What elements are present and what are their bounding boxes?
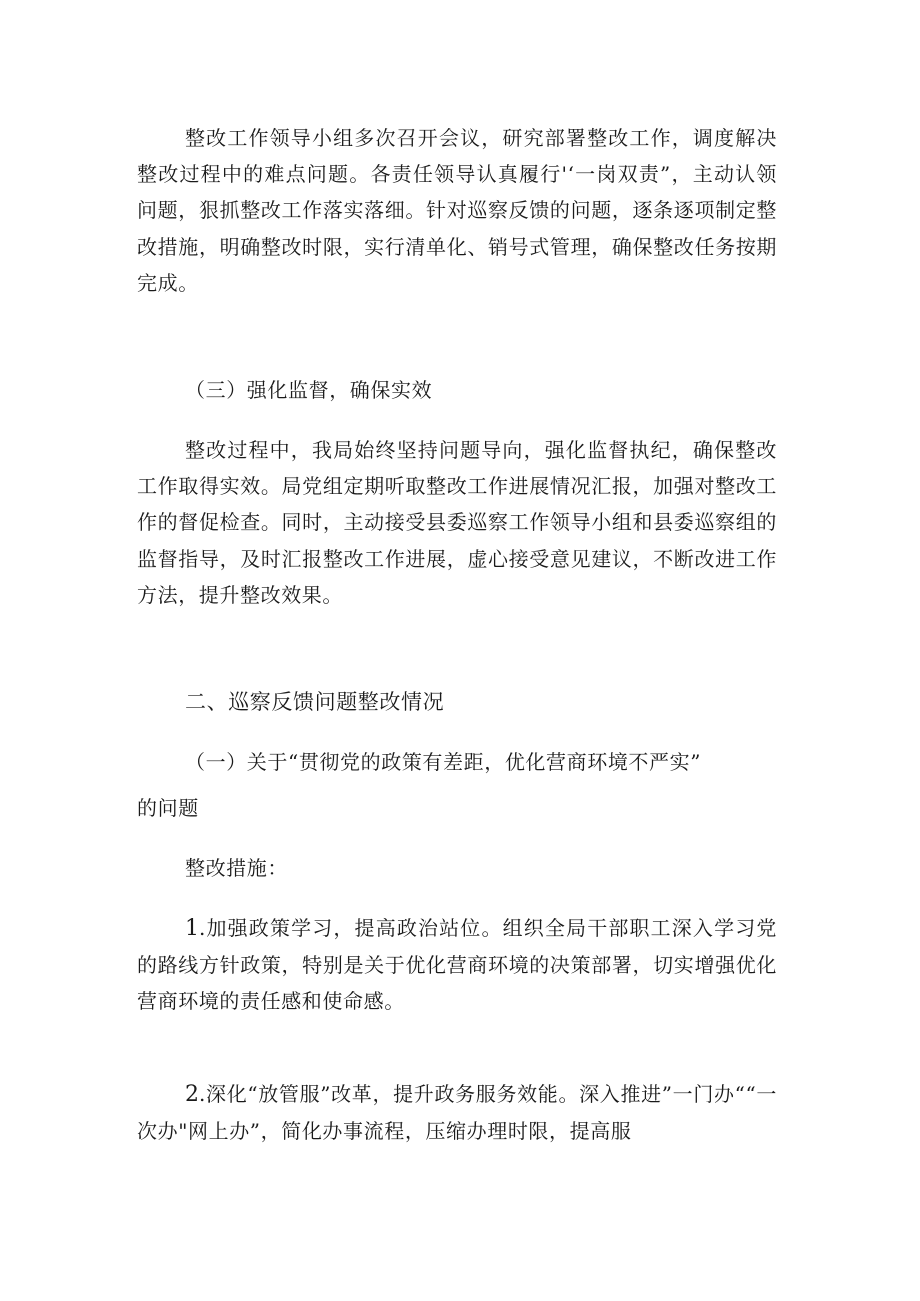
subheading-strengthen-supervision: （三）强化监督，确保实效 (185, 378, 433, 402)
subheading-policy-issue-line1: （一）关于“贯彻党的政策有差距，优化营商环境不严实” (185, 750, 702, 774)
list-item-1 (137, 910, 777, 1020)
measures-label: 整改措施： (185, 856, 288, 880)
list-item-1-text: .加强政策学习，提高政治站位。组织全局干部职工深入学习党的路线方针政策，特别是关于优化营商环境的决策部署，切实增强优化营商环境的责任感和使命感。 (137, 916, 777, 1014)
section-heading-feedback-rectification: 二、巡察反馈问题整改情况 (185, 690, 445, 714)
list-item-2 (137, 1076, 777, 1149)
list-item-1-number: 1 (185, 916, 199, 941)
paragraph-supervision-details: 整改过程中，我局始终坚持问题导向，强化监督执纪，确保整改工作取得实效。局党组定期听取整改工作进展情况汇报，加强对整改工作的督促检查。同时，主动接受县委巡察工作领导小组和县委巡察组的监督指导，及时汇报整改工作进展，虚心接受意见建议，不断改进工作方法，提升整改效果。 (137, 438, 777, 607)
paragraph-rectification-leadership: 整改工作领导小组多次召开会议，研究部署整改工作，调度解决整改过程中的难点问题。各责任领导认真履行'‘一岗双责”，主动认领问题，狠抓整改工作落实落细。针对巡察反馈的问题，逐条逐项制定整改措施，明确整改时限，实行清单化、销号式管理，确保整改任务按期完成。 (137, 126, 777, 295)
list-item-2-text: .深化“放管服”改革，提升政务服务效能。深入推进”一门办““一次办"网上办”，简化办事流程，压缩办理时限，提高服 (137, 1082, 777, 1144)
list-item-2-number: 2 (185, 1082, 199, 1107)
subheading-policy-issue-line2: 的问题 (137, 796, 199, 820)
